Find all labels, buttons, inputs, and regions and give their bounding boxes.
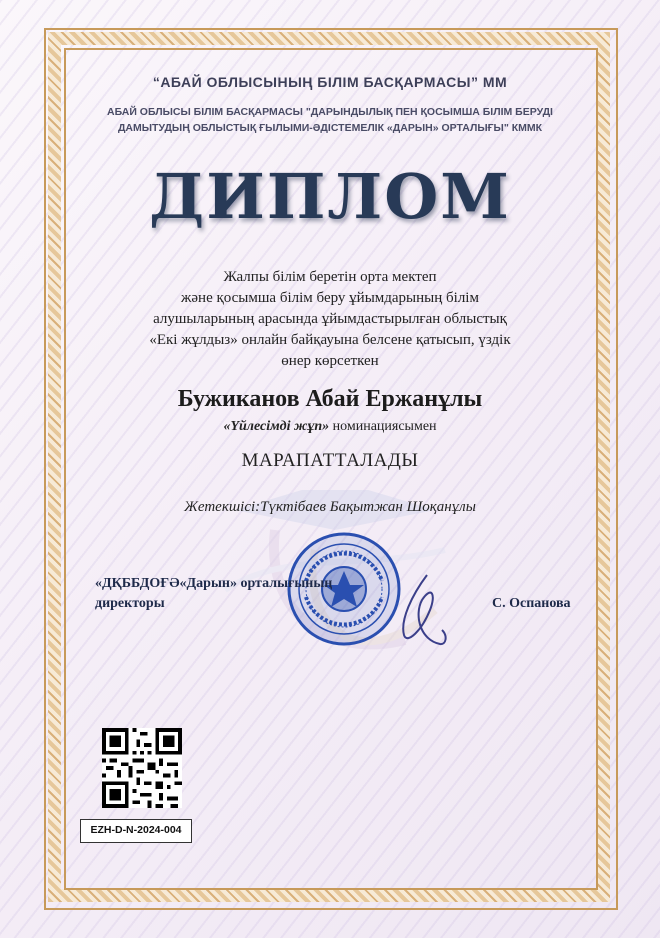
- director-title: директоры: [95, 596, 165, 611]
- organization-subtitle-line: АБАЙ ОБЛЫСЫ БІЛІМ БАСҚАРМАСЫ "ДАРЫНДЫЛЫҚ ПЕН ҚОСЫМША БІЛІМ БЕРУДІ: [107, 106, 553, 118]
- recipient-name: Бужиканов Абай Ержанұлы: [177, 386, 483, 412]
- awarded-text: МАРАПАТТАЛАДЫ: [241, 450, 419, 471]
- award-description-line: өнер көрсеткен: [281, 353, 379, 369]
- nomination-name: «Үйлесімді жұп»: [223, 419, 330, 434]
- award-description-line: алушыларының арасында ұйымдастырылған облыстық: [153, 311, 507, 327]
- award-description-line: және қосымша білім беру ұйымдарының білім: [181, 290, 479, 306]
- award-description-line: «Екі жұлдыз» онлайн байқауына белсене қатысып, үздік: [149, 332, 511, 348]
- document-code: EZH-D-N-2024-004: [80, 819, 192, 843]
- handwritten-signature-icon: [392, 570, 452, 650]
- diploma-title: ДИПЛОМ: [149, 160, 511, 233]
- nomination-suffix: номинациясымен: [329, 419, 437, 434]
- award-description: [100, 267, 560, 372]
- signer-name: С. Оспанова: [492, 596, 571, 611]
- award-description-line: Жалпы білім беретін орта мектеп: [223, 269, 437, 285]
- supervisor-line: Жетекшісі:Түктібаев Бақытжан Шоқанұлы: [184, 499, 476, 515]
- organization-title: “АБАЙ ОБЛЫСЫНЫҢ БІЛІМ БАСҚАРМАСЫ” ММ: [152, 74, 508, 90]
- organization-subtitle-line: ДАМЫТУДЫҢ ОБЛЫСТЫҚ ҒЫЛЫМИ-ӘДІСТЕМЕЛІК «ДАРЫН» ОРТАЛЫҒЫ" КММК: [117, 122, 543, 134]
- qr-code-icon: [102, 728, 182, 808]
- nomination-line: [70, 419, 590, 435]
- director-organization: «ДҚББДОҒӘ«Дарын» орталығының: [95, 576, 333, 591]
- organization-subtitle: [70, 104, 590, 136]
